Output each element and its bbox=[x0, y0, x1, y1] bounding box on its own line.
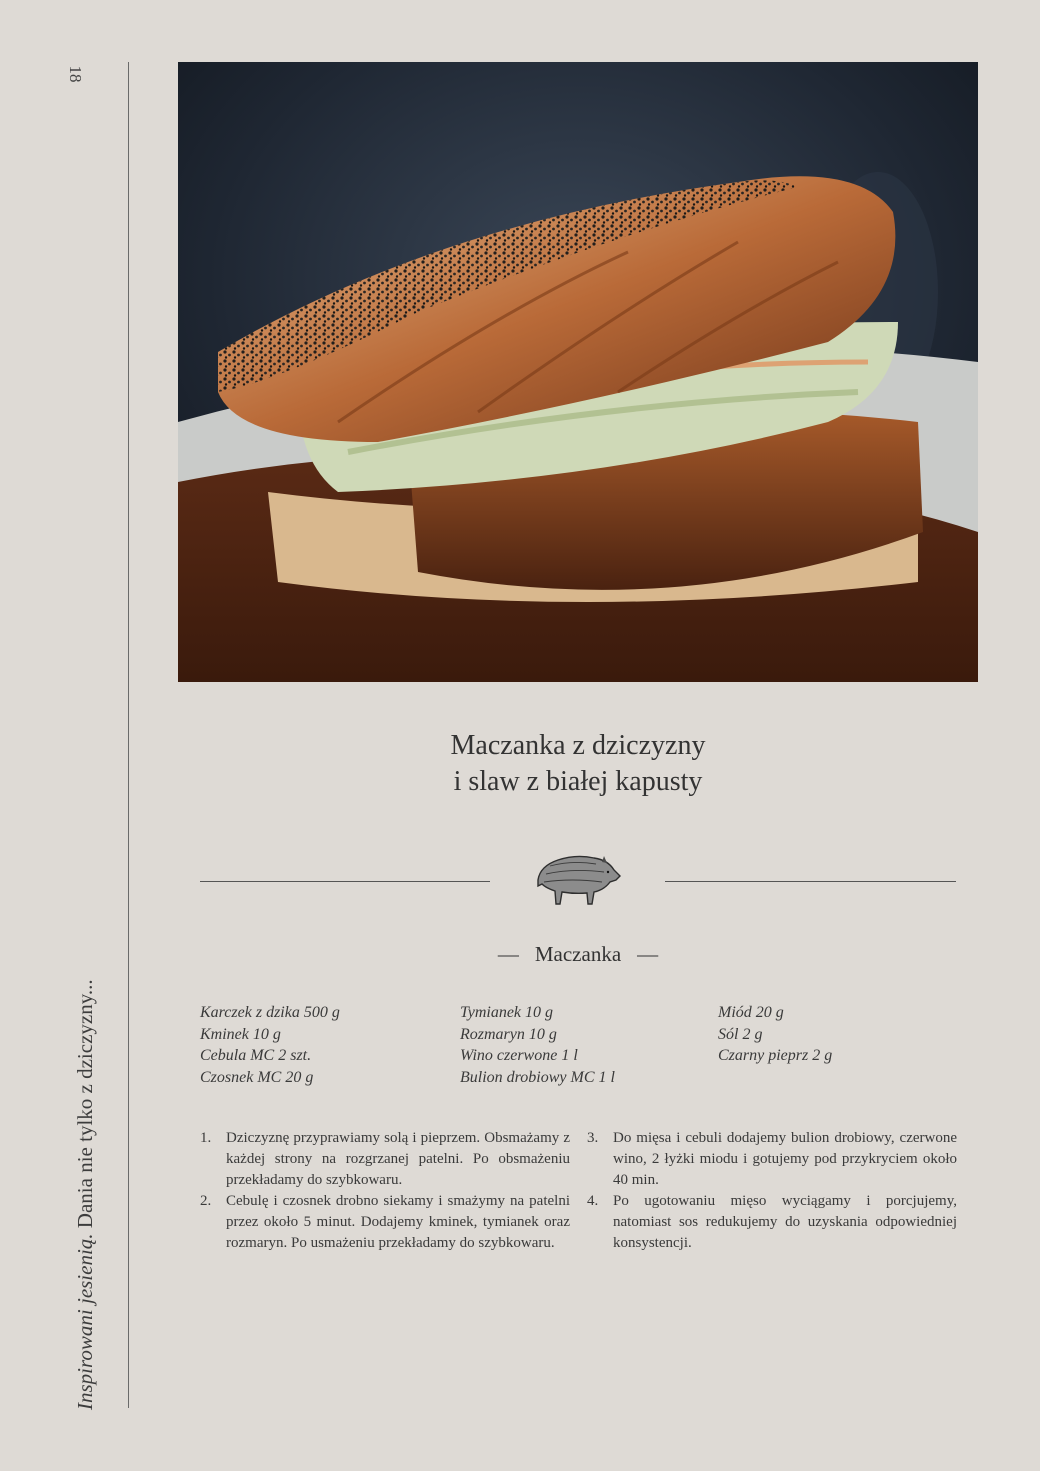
steps-column-right bbox=[587, 1128, 957, 1254]
ingredients-column-3 bbox=[718, 1002, 832, 1067]
step-number: 3. bbox=[587, 1130, 599, 1146]
page-number: 18 bbox=[66, 65, 85, 83]
recipe-title-line-1: Maczanka z dziczyzny bbox=[450, 730, 706, 761]
side-title-rest: Dania nie tylko z dziczyzny... bbox=[73, 979, 97, 1234]
ingredients-column-2 bbox=[460, 1002, 615, 1088]
divider-left bbox=[200, 881, 490, 882]
step-item bbox=[587, 1128, 957, 1191]
ingredient-item: Wino czerwone 1 l bbox=[460, 1047, 578, 1064]
heading-dash-right: — bbox=[637, 942, 659, 966]
step-number: 1. bbox=[200, 1130, 212, 1146]
ingredient-item: Tymianek 10 g bbox=[460, 1004, 554, 1021]
steps-column-left bbox=[200, 1128, 570, 1254]
step-number: 4. bbox=[587, 1193, 599, 1209]
section-heading-label: Maczanka bbox=[534, 942, 622, 966]
recipe-title bbox=[178, 728, 978, 800]
step-text: Do mięsa i cebuli dodajemy bulion drobiowy, czerwone wino, 2 łyżki miodu i gotujemy pod przykryciem około 40 min. bbox=[613, 1130, 957, 1188]
side-title bbox=[73, 979, 98, 1410]
ingredient-item: Czarny pieprz 2 g bbox=[718, 1047, 833, 1064]
ingredient-item: Miód 20 g bbox=[718, 1004, 784, 1021]
section-heading bbox=[178, 942, 978, 967]
ingredient-item: Czosnek MC 20 g bbox=[200, 1068, 314, 1086]
step-item bbox=[200, 1191, 570, 1254]
ingredient-item: Cebula MC 2 szt. bbox=[200, 1047, 312, 1064]
step-item bbox=[200, 1128, 570, 1191]
dish-photo-image bbox=[178, 62, 978, 682]
ingredient-item: Karczek z dzika 500 g bbox=[200, 1004, 340, 1021]
step-text: Cebulę i czosnek drobno siekamy i smażymy na patelni przez około 5 minut. Dodajemy kminek, tymianek oraz rozmaryn. Po usmażeniu przekładamy do szybkowaru. bbox=[226, 1193, 570, 1251]
step-number: 2. bbox=[200, 1193, 212, 1209]
ingredient-item: Sól 2 g bbox=[718, 1025, 763, 1043]
step-item bbox=[587, 1191, 957, 1254]
step-text: Po ugotowaniu mięso wyciągamy i porcjujemy, natomiast sos redukujemy do uzyskania odpowiedniej konsystencji. bbox=[613, 1193, 957, 1251]
ingredient-item: Kminek 10 g bbox=[200, 1025, 281, 1043]
side-title-emphasis: Inspirowani jesienią. bbox=[73, 1233, 97, 1410]
ingredient-item: Rozmaryn 10 g bbox=[460, 1025, 557, 1043]
step-text: Dziczyznę przyprawiamy solą i pieprzem. Obsmażamy z każdej strony na rozgrzanej patelni. Po obsmażeniu przekładamy do szybkowaru. bbox=[226, 1130, 570, 1188]
recipe-title-line-2: i slaw z białej kapusty bbox=[453, 766, 703, 797]
ingredients-column-1 bbox=[200, 1002, 340, 1088]
boar-icon bbox=[532, 846, 624, 912]
divider-right bbox=[665, 881, 956, 882]
ingredient-item: Bulion drobiowy MC 1 l bbox=[460, 1068, 615, 1086]
side-rule bbox=[128, 62, 129, 1408]
dish-photo bbox=[178, 62, 978, 682]
heading-dash-left: — bbox=[497, 942, 519, 966]
